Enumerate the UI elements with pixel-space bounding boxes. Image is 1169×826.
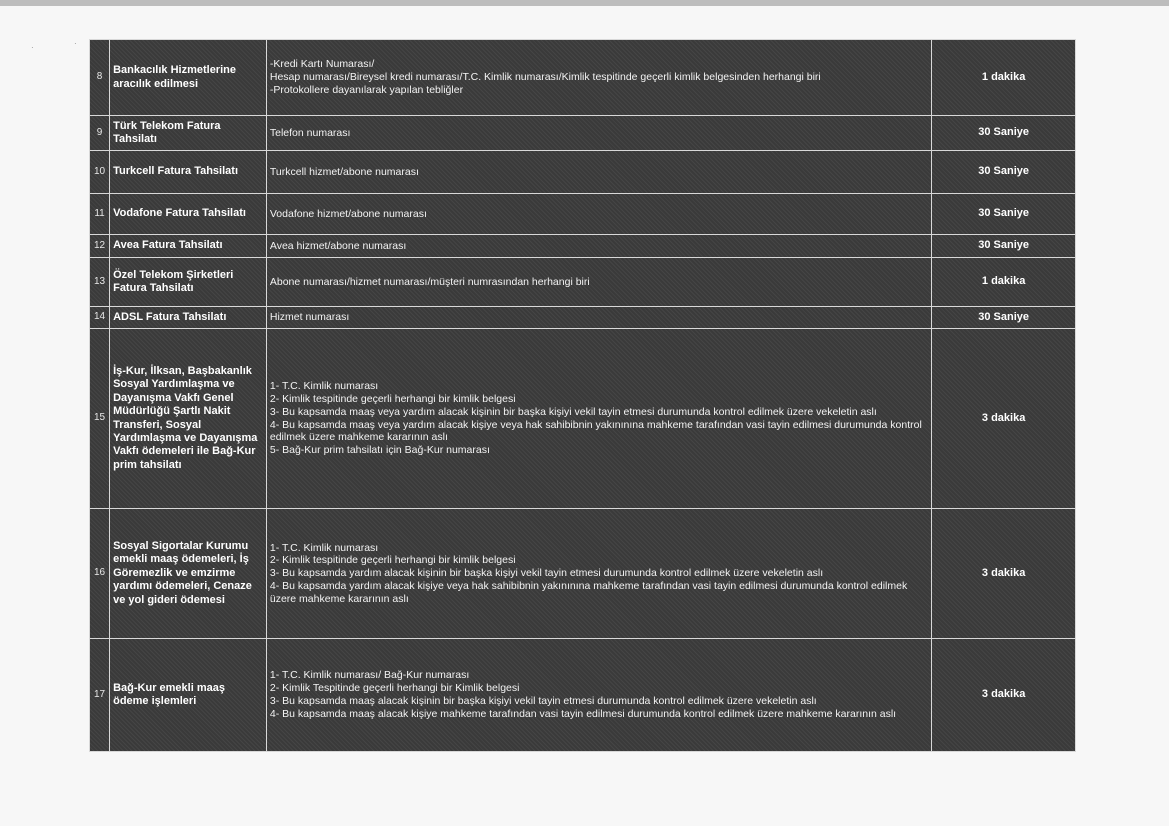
required-documents (266, 329, 931, 509)
document-line: 4- Bu kapsamda maaş veya yardım alacak kişiye veya hak sahibibnin yakınınına mahkeme tarafından vasi tayin edilmesi durumunda kontrol edilmek üzere mahkeme kararının aslı (269, 418, 922, 444)
required-documents (266, 151, 931, 194)
row-number: 13 (90, 258, 110, 307)
row-number: 17 (90, 639, 110, 752)
table-row (90, 639, 1076, 752)
service-name: Turkcell Fatura Tahsilatı (110, 151, 267, 194)
required-documents (266, 40, 931, 116)
required-documents (266, 235, 931, 258)
service-table (89, 39, 1076, 752)
scan-speck: · (74, 39, 77, 48)
service-name: Sosyal Sigortalar Kurumu emekli maaş ödemeleri, İş Göremezlik ve emzirme yardımı ödemeleri, Cenaze ve yol gideri ödemesi (110, 509, 267, 639)
duration: 3 dakika (932, 509, 1076, 639)
document-line: 4- Bu kapsamda maaş alacak kişiye mahkeme tarafından vasi tayin edilmesi durumunda kontrol edilmek üzere mahkeme kararının aslı (269, 707, 897, 720)
row-number: 9 (90, 116, 110, 151)
required-documents (266, 307, 931, 329)
service-name: Bağ-Kur emekli maaş ödeme işlemleri (110, 639, 267, 752)
service-name: İş-Kur, İlksan, Başbakanlık Sosyal Yardımlaşma ve Dayanışma Vakfı Genel Müdürlüğü Şartlı Nakit Transferi, Sosyal Yardımlaşma ve Dayanışma Vakfı ödemeleri ile Bağ-Kur prim tahsilatı (110, 329, 267, 509)
document-line: -Kredi Kartı Numarası/ (269, 58, 375, 71)
table-row (90, 235, 1076, 258)
service-name: Avea Fatura Tahsilatı (110, 235, 267, 258)
row-number: 8 (90, 40, 110, 116)
scan-speck: · (31, 43, 34, 52)
document-line: 1- T.C. Kimlik numarası/ Bağ-Kur numarası (269, 669, 470, 682)
document-line: 1- T.C. Kimlik numarası (269, 541, 379, 554)
document-line: 1- T.C. Kimlik numarası (269, 380, 379, 393)
document-line: 4- Bu kapsamda yardım alacak kişiye veya hak sahibibnin yakınınına mahkeme tarafından vasi tayin edilmesi durumunda kontrol edilmek üzere mahkeme kararının aslı (269, 579, 908, 605)
service-name: ADSL Fatura Tahsilatı (110, 307, 267, 329)
document-line: 2- Kimlik tespitinde geçerli herhangi bir kimlik belgesi (269, 392, 516, 405)
document-line: 5- Bağ-Kur prim tahsilatı için Bağ-Kur numarası (269, 444, 490, 457)
document-line: Vodafone hizmet/abone numarası (269, 207, 427, 220)
document-line: 3- Bu kapsamda maaş veya yardım alacak kişinin bir başka kişiyi vekil tayin etmesi durumunda kontrol edilmek üzere vekeletin aslı (269, 405, 877, 418)
table-row (90, 329, 1076, 509)
required-documents (266, 116, 931, 151)
document-line: 2- Kimlik tespitinde geçerli herhangi bir kimlik belgesi (269, 554, 516, 567)
service-name: Bankacılık Hizmetlerine aracılık edilmesi (110, 40, 267, 116)
row-number: 15 (90, 329, 110, 509)
table-row (90, 509, 1076, 639)
document-line: Turkcell hizmet/abone numarası (269, 165, 419, 178)
required-documents (266, 258, 931, 307)
document-line: Hesap numarası/Bireysel kredi numarası/T.C. Kimlik numarası/Kimlik tespitinde geçerli kimlik belgesinden herhangi biri (269, 71, 821, 84)
document-line: Avea hizmet/abone numarası (269, 239, 407, 252)
table-row (90, 40, 1076, 116)
duration: 1 dakika (932, 258, 1076, 307)
document-line: 3- Bu kapsamda yardım alacak kişinin bir başka kişiyi vekil tayin etmesi durumunda kontrol edilmek üzere vekeletin aslı (269, 567, 824, 580)
service-name: Vodafone Fatura Tahsilatı (110, 194, 267, 235)
row-number: 11 (90, 194, 110, 235)
service-name: Özel Telekom Şirketleri Fatura Tahsilatı (110, 258, 267, 307)
duration: 30 Saniye (932, 307, 1076, 329)
duration: 1 dakika (932, 40, 1076, 116)
duration: 30 Saniye (932, 116, 1076, 151)
table-row (90, 307, 1076, 329)
document-line: Telefon numarası (269, 126, 351, 139)
document-line: Hizmet numarası (269, 311, 350, 324)
duration: 3 dakika (932, 329, 1076, 509)
table-row (90, 116, 1076, 151)
document-line: Abone numarası/hizmet numarası/müşteri numrasından herhangi biri (269, 275, 590, 288)
service-name: Türk Telekom Fatura Tahsilatı (110, 116, 267, 151)
duration: 30 Saniye (932, 194, 1076, 235)
required-documents (266, 194, 931, 235)
required-documents (266, 509, 931, 639)
duration: 30 Saniye (932, 151, 1076, 194)
duration: 30 Saniye (932, 235, 1076, 258)
table-row (90, 194, 1076, 235)
document-line: 3- Bu kapsamda maaş alacak kişinin bir başka kişiyi vekil tayin etmesi durumunda kontrol edilmek üzere vekeletin aslı (269, 695, 817, 707)
row-number: 10 (90, 151, 110, 194)
row-number: 16 (90, 509, 110, 639)
table-row (90, 258, 1076, 307)
duration: 3 dakika (932, 639, 1076, 752)
table-row (90, 151, 1076, 194)
row-number: 12 (90, 235, 110, 258)
document-line: -Protokollere dayanılarak yapılan tebliğler (269, 83, 464, 96)
required-documents (266, 639, 931, 752)
document-line: 2- Kimlik Tespitinde geçerli herhangi bir Kimlik belgesi (269, 682, 520, 695)
row-number: 14 (90, 307, 110, 329)
